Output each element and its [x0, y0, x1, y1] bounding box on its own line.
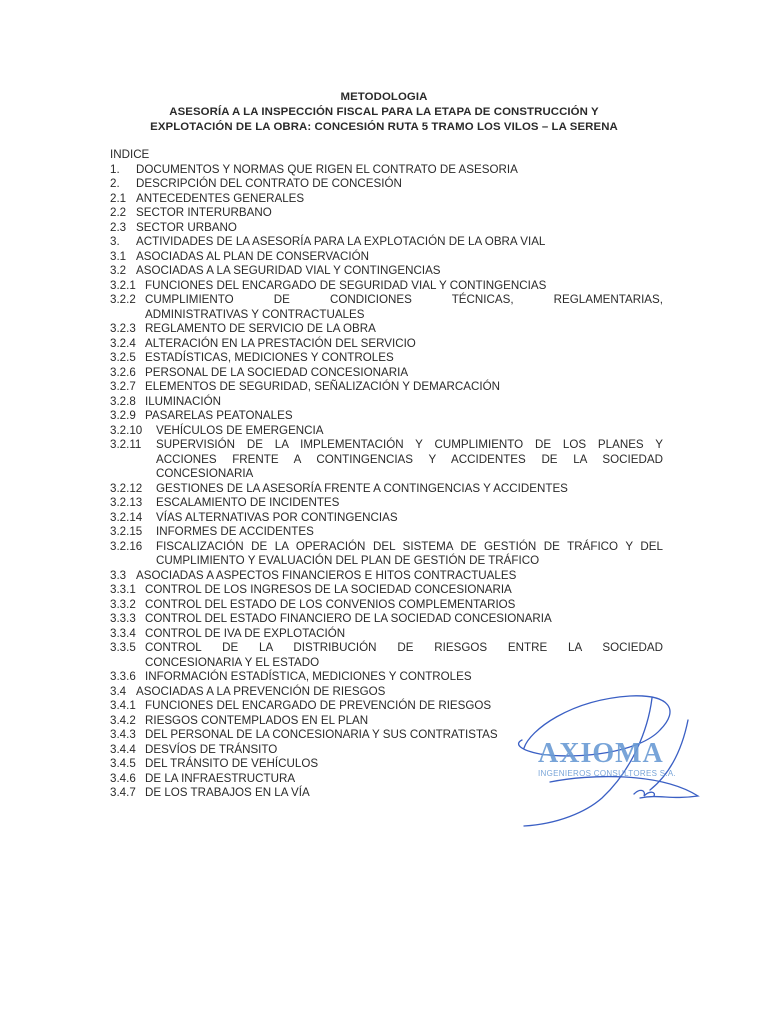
- toc-entry-number: 3.3.6: [110, 670, 136, 683]
- toc-entry: [110, 612, 663, 627]
- toc-entry-text: [145, 395, 663, 410]
- toc-entry-number: 3.4.1: [110, 699, 136, 712]
- toc-entry-number: 3.2.11: [110, 438, 142, 451]
- toc-entry: [110, 293, 663, 322]
- toc-entry-line: ADMINISTRATIVAS Y CONTRACTUALES: [145, 307, 365, 321]
- toc-entry-number: 3.2.5: [110, 351, 136, 364]
- toc-entry-line: SUPERVISIÓN DE LA IMPLEMENTACIÓN Y CUMPLIMIENTO DE LOS PLANES Y: [156, 438, 663, 451]
- toc-entry-number: 3.2.2: [110, 293, 136, 306]
- toc-entry-text: [136, 177, 663, 192]
- toc-entry-number: 3.4: [110, 684, 127, 698]
- toc-entry-line: PASARELAS PEATONALES: [145, 409, 293, 422]
- toc-entry-text: [136, 250, 663, 265]
- toc-entry-number: 3.4.4: [110, 742, 136, 756]
- toc-entry: [110, 221, 663, 236]
- toc-entry-text: [145, 293, 663, 322]
- toc-entry: [110, 482, 663, 497]
- toc-entry-line: SECTOR INTERURBANO: [136, 206, 272, 219]
- toc-entry-text: [136, 235, 663, 250]
- toc-entry: [110, 235, 663, 250]
- toc-entry-line: CONTROL DE LA DISTRIBUCIÓN DE RIESGOS ENTRE LA SOCIEDAD: [145, 641, 663, 654]
- header-subtitle-line-1: ASESORÍA A LA INSPECCIÓN FISCAL PARA LA ETAPA DE CONSTRUCCIÓN Y: [169, 106, 599, 118]
- toc-entry-text: [156, 511, 663, 526]
- toc-entry-number: 3.2.8: [110, 394, 136, 408]
- toc-entry-number: 3.3.2: [110, 597, 136, 611]
- toc-entry: [110, 641, 663, 670]
- toc-entry-text: [145, 583, 663, 598]
- toc-entry: [110, 206, 663, 221]
- toc-entry: [110, 569, 663, 584]
- toc-entry-text: [145, 366, 663, 381]
- toc-entry: [110, 366, 663, 381]
- toc-entry: [110, 395, 663, 410]
- toc-entry-text: [136, 163, 663, 178]
- toc-entry-line: RIESGOS CONTEMPLADOS EN EL PLAN: [145, 713, 369, 727]
- toc-entry-line: ACCIONES FRENTE A CONTINGENCIAS Y ACCIDENTES DE LA SOCIEDAD: [156, 452, 663, 466]
- toc-entry: [110, 279, 663, 294]
- toc-entry-text: [156, 540, 663, 569]
- toc-entry-line: ACTIVIDADES DE LA ASESORÍA PARA LA EXPLOTACIÓN DE LA OBRA VIAL: [136, 235, 546, 248]
- toc-entry-line: ELEMENTOS DE SEGURIDAD, SEÑALIZACIÓN Y DEMARCACIÓN: [145, 380, 500, 393]
- toc-entry: [110, 511, 663, 526]
- toc-entry-line: DEL TRÁNSITO DE VEHÍCULOS: [145, 757, 319, 770]
- toc-entry: [110, 540, 663, 569]
- toc-entry-line: FISCALIZACIÓN DE LA OPERACIÓN DEL SISTEMA DE GESTIÓN DE TRÁFICO Y DEL: [156, 539, 663, 553]
- toc-entry-number: 3.2.14: [110, 510, 143, 524]
- toc-entry-line: CONTROL DE LOS INGRESOS DE LA SOCIEDAD CONCESIONARIA: [145, 583, 512, 596]
- toc-entry-line: DE LOS TRABAJOS EN LA VÍA: [145, 786, 310, 799]
- toc-entry-number: 2.1: [110, 191, 127, 205]
- toc-entry-number: 3.3.5: [110, 641, 136, 654]
- toc-entry: [110, 583, 663, 598]
- toc-entry-number: 3.2.4: [110, 336, 136, 350]
- toc-entry-number: 3.4.3: [110, 728, 136, 741]
- header-subtitle-line-2: EXPLOTACIÓN DE LA OBRA: CONCESIÓN RUTA 5 TRAMO LOS VILOS – LA SERENA: [150, 121, 618, 133]
- toc-entry-text: [156, 525, 663, 540]
- toc-entry: [110, 438, 663, 482]
- toc-entry-text: [156, 424, 663, 439]
- toc-entry-line: INFORMACIÓN ESTADÍSTICA, MEDICIONES Y CONTROLES: [145, 670, 472, 683]
- toc-entry-text: [145, 337, 663, 352]
- toc-entry-text: [136, 221, 663, 236]
- toc-entry-text: [136, 206, 663, 221]
- toc-entry-text: [145, 641, 663, 670]
- toc-entry-text: [156, 496, 663, 511]
- toc-entry-number: 3.3.4: [110, 626, 136, 640]
- toc-entry-line: VÍAS ALTERNATIVAS POR CONTINGENCIAS: [156, 510, 398, 524]
- toc-entry-number: 1.: [110, 162, 120, 176]
- toc-entry-text: [145, 612, 663, 627]
- toc-entry: [110, 525, 663, 540]
- toc-entry-number: 3.2.12: [110, 481, 143, 495]
- toc-entry-text: [145, 279, 663, 294]
- toc-entry-text: [156, 482, 663, 497]
- toc-entry-number: 3.4.7: [110, 786, 136, 799]
- toc-title: INDICE: [110, 148, 150, 161]
- toc-entry-line: SECTOR URBANO: [136, 220, 237, 234]
- toc-entry-number: 3.2.13: [110, 496, 143, 509]
- stamp-company-name: AXIOMA: [538, 738, 664, 769]
- toc-entry: [110, 627, 663, 642]
- toc-entry-line: CONTROL DEL ESTADO DE LOS CONVENIOS COMPLEMENTARIOS: [145, 597, 516, 611]
- toc-entry: [110, 598, 663, 613]
- toc-entry-line: ANTECEDENTES GENERALES: [136, 191, 305, 205]
- toc-entry: [110, 337, 663, 352]
- toc-entry-number: 3.2.7: [110, 380, 136, 393]
- header-title: METODOLOGIA: [340, 91, 428, 103]
- toc-entry-text: [145, 598, 663, 613]
- toc-entry-text: [145, 351, 663, 366]
- toc-entry-line: ASOCIADAS A ASPECTOS FINANCIEROS E HITOS CONTRACTUALES: [136, 568, 517, 582]
- toc-entry-number: 3.3: [110, 568, 127, 582]
- toc-entry-line: ASOCIADAS A LA SEGURIDAD VIAL Y CONTINGENCIAS: [136, 264, 441, 277]
- toc-entry-number: 3.2.9: [110, 409, 136, 422]
- toc-entry-line: DEL PERSONAL DE LA CONCESIONARIA Y SUS CONTRATISTAS: [145, 728, 498, 741]
- toc-entry-line: INFORMES DE ACCIDENTES: [156, 525, 314, 538]
- toc-entry: [110, 424, 663, 439]
- toc-entry: [110, 322, 663, 337]
- toc-entry-number: 3.1: [110, 249, 127, 263]
- toc-entry-line: CONTROL DE IVA DE EXPLOTACIÓN: [145, 626, 346, 640]
- toc-entry: [110, 192, 663, 207]
- toc-entry-number: 3.2.3: [110, 322, 136, 335]
- toc-entry: [110, 496, 663, 511]
- toc-entry-number: 3.4.6: [110, 771, 136, 785]
- toc-entry: [110, 250, 663, 265]
- toc-entry-line: GESTIONES DE LA ASESORÍA FRENTE A CONTINGENCIAS Y ACCIDENTES: [156, 481, 568, 495]
- toc-entry-number: 2.2: [110, 206, 127, 219]
- toc-entry-number: 3.2.6: [110, 365, 136, 379]
- toc-entry-number: 3.4.2: [110, 713, 136, 727]
- toc-entry-number: 3.: [110, 235, 120, 248]
- toc-entry: [110, 177, 663, 192]
- toc-entry: [110, 380, 663, 395]
- toc-entry-line: ILUMINACIÓN: [145, 394, 222, 408]
- toc-entry-number: 3.4.5: [110, 757, 136, 770]
- toc-entry: [110, 163, 663, 178]
- toc-entry: [110, 670, 663, 685]
- toc-entry: [110, 409, 663, 424]
- toc-entry-line: DESVÍOS DE TRÁNSITO: [145, 742, 278, 756]
- toc-entry-text: [145, 322, 663, 337]
- toc-entry-number: 3.2.16: [110, 539, 143, 553]
- toc-entry-line: CONCESIONARIA: [156, 467, 254, 480]
- toc-entry-line: DE LA INFRAESTRUCTURA: [145, 771, 296, 785]
- toc-entry-line: CONTROL DEL ESTADO FINANCIERO DE LA SOCIEDAD CONCESIONARIA: [145, 612, 552, 625]
- toc-entry-text: [156, 438, 663, 482]
- toc-entry-line: REGLAMENTO DE SERVICIO DE LA OBRA: [145, 322, 376, 335]
- toc-entry-text: [145, 627, 663, 642]
- toc-entry-text: [145, 380, 663, 395]
- toc-entry-line: ALTERACIÓN EN LA PRESTACIÓN DEL SERVICIO: [145, 336, 416, 350]
- toc-entry-line: DESCRIPCIÓN DEL CONTRATO DE CONCESIÓN: [136, 177, 402, 190]
- toc-entry-number: 3.2.1: [110, 278, 136, 292]
- toc-entry-line: ASOCIADAS A LA PREVENCIÓN DE RIESGOS: [136, 684, 386, 698]
- toc-entry-text: [136, 192, 663, 207]
- toc-entry-number: 3.2.15: [110, 525, 143, 538]
- toc-entry-text: [136, 264, 663, 279]
- toc-entry-line: ASOCIADAS AL PLAN DE CONSERVACIÓN: [136, 249, 370, 263]
- toc-entry-line: DOCUMENTOS Y NORMAS QUE RIGEN EL CONTRATO DE ASESORIA: [136, 162, 518, 176]
- toc-entry-line: CONCESIONARIA Y EL ESTADO: [145, 655, 320, 669]
- toc-entry-line: ESTADÍSTICAS, MEDICIONES Y CONTROLES: [145, 351, 394, 364]
- toc-entry: [110, 351, 663, 366]
- toc-entry-line: ESCALAMIENTO DE INCIDENTES: [156, 496, 340, 509]
- toc-entry-number: 2.3: [110, 220, 127, 234]
- toc-entry-text: [145, 409, 663, 424]
- toc-entry-number: 3.3.1: [110, 583, 136, 596]
- toc-entry-number: 2.: [110, 177, 120, 190]
- toc-entry-text: [136, 569, 663, 584]
- stamp-company-subtitle: INGENIEROS CONSULTORES S.A.: [538, 769, 677, 778]
- toc-entry-line: CUMPLIMIENTO Y EVALUACIÓN DEL PLAN DE GESTIÓN DE TRÁFICO: [156, 554, 540, 567]
- toc-entry-text: [145, 670, 663, 685]
- document-header: [0, 90, 768, 135]
- toc-entry-number: 3.2: [110, 264, 127, 277]
- toc-entry-line: CUMPLIMIENTO DE CONDICIONES TÉCNICAS, REGLAMENTARIAS,: [145, 293, 663, 306]
- toc-entry-number: 3.2.10: [110, 423, 143, 437]
- toc-entry-line: VEHÍCULOS DE EMERGENCIA: [156, 423, 324, 437]
- toc-entry-number: 3.3.3: [110, 612, 136, 625]
- toc-entry: [110, 264, 663, 279]
- toc-entry-line: PERSONAL DE LA SOCIEDAD CONCESIONARIA: [145, 365, 409, 379]
- toc-entry-line: FUNCIONES DEL ENCARGADO DE SEGURIDAD VIAL Y CONTINGENCIAS: [145, 278, 547, 292]
- toc-entry-line: FUNCIONES DEL ENCARGADO DE PREVENCIÓN DE RIESGOS: [145, 699, 492, 712]
